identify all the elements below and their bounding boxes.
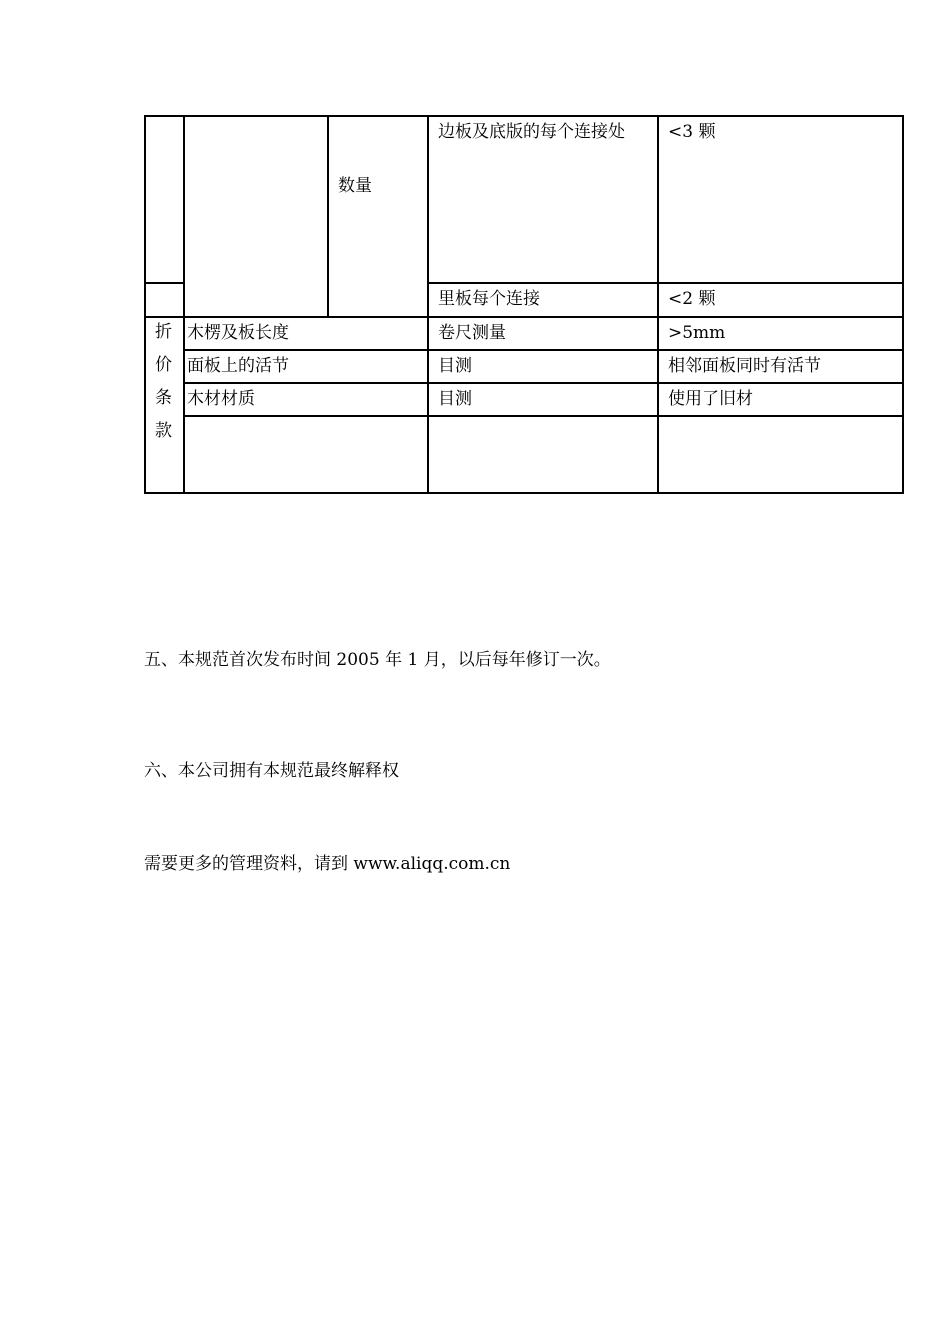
table-cell-location xyxy=(428,283,658,317)
table-cell-condition xyxy=(658,350,903,383)
location-text: 边板及底版的每个连接处 xyxy=(438,122,625,142)
table-row xyxy=(145,416,903,493)
condition-text: >5mm xyxy=(668,323,726,343)
condition-text: 相邻面板同时有活节 xyxy=(668,356,821,376)
method-text: 目测 xyxy=(438,356,472,376)
discount-label-char: 款 xyxy=(155,421,172,441)
inspection-criteria-table xyxy=(144,115,904,494)
condition-text: 使用了旧材 xyxy=(668,389,753,409)
item-text: 面板上的活节 xyxy=(187,356,289,376)
table-cell-location xyxy=(428,116,658,283)
method-text: 目测 xyxy=(438,389,472,409)
table-cell-condition xyxy=(658,317,903,350)
item-text xyxy=(185,417,427,419)
table-cell-limit xyxy=(658,283,903,317)
discount-terms-label xyxy=(146,318,183,441)
discount-terms-label-cell xyxy=(145,317,184,493)
location-text: 里板每个连接 xyxy=(438,289,540,309)
table-cell-empty xyxy=(145,116,184,283)
table-row xyxy=(145,383,903,416)
table-cell-item xyxy=(184,317,428,350)
table-cell-method xyxy=(428,416,658,493)
table-cell-condition xyxy=(658,416,903,493)
table-cell-item xyxy=(184,383,428,416)
table-row xyxy=(145,116,903,283)
limit-text: <2 颗 xyxy=(668,289,716,309)
table-row xyxy=(145,350,903,383)
table-cell-method xyxy=(428,317,658,350)
paragraph-interpretation-right: 六、本公司拥有本规范最终解释权 xyxy=(144,761,399,781)
method-text xyxy=(429,417,657,419)
table-cell-empty xyxy=(184,116,328,317)
table-cell-method xyxy=(428,350,658,383)
item-text: 木材材质 xyxy=(187,389,255,409)
discount-label-char: 折 xyxy=(155,322,172,342)
table-cell-condition xyxy=(658,383,903,416)
table-cell-limit xyxy=(658,116,903,283)
item-text: 木楞及板长度 xyxy=(187,323,289,343)
discount-label-char: 价 xyxy=(155,355,172,375)
discount-label-char: 条 xyxy=(155,388,172,408)
footer-resource-link: 需要更多的管理资料，请到 www.aliqq.com.cn xyxy=(144,854,511,874)
table-cell-empty xyxy=(145,283,184,317)
table-cell-quantity xyxy=(328,116,428,317)
method-text: 卷尺测量 xyxy=(438,323,506,343)
quantity-label: 数量 xyxy=(338,176,372,196)
table-row xyxy=(145,317,903,350)
table-cell-item xyxy=(184,416,428,493)
condition-text xyxy=(659,417,902,419)
limit-text: <3 颗 xyxy=(668,122,716,142)
table-cell-method xyxy=(428,383,658,416)
table-cell-item xyxy=(184,350,428,383)
paragraph-release-date: 五、本规范首次发布时间 2005 年 1 月，以后每年修订一次。 xyxy=(144,650,611,670)
